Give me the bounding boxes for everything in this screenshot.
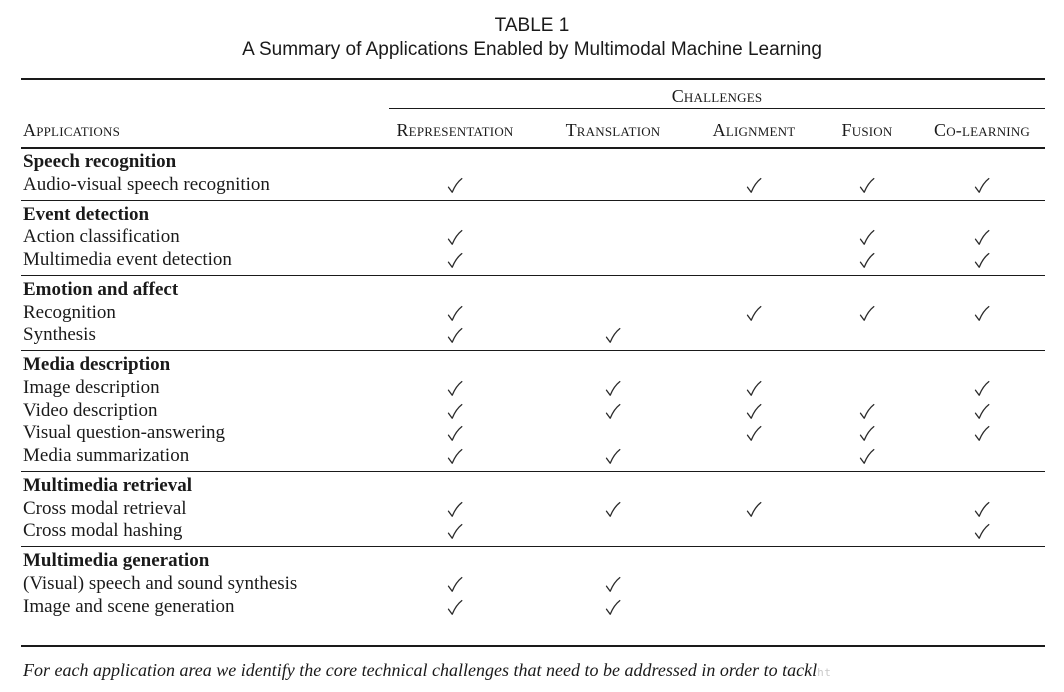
checkmark-icon — [744, 500, 764, 520]
column-header-fusion: Fusion — [841, 120, 893, 140]
checkmark-icon — [744, 424, 764, 444]
top-rule — [21, 78, 1045, 80]
checkmark-icon — [857, 447, 877, 467]
application-row-label: Image and scene generation — [23, 595, 235, 617]
checkmark-icon — [972, 379, 992, 399]
application-row-label: Cross modal hashing — [23, 520, 183, 542]
checkmark-icon — [445, 598, 465, 618]
group-divider — [21, 546, 1045, 547]
checkmark-icon — [445, 424, 465, 444]
checkmark-icon — [603, 447, 623, 467]
checkmark-icon — [445, 304, 465, 324]
group-title: Multimedia retrieval — [23, 474, 193, 496]
bottom-rule — [21, 645, 1045, 647]
checkmark-icon — [857, 424, 877, 444]
application-row-label: Video description — [23, 399, 158, 421]
checkmark-icon — [603, 575, 623, 595]
checkmark-icon — [857, 304, 877, 324]
column-header-co-learning: Co-learning — [933, 120, 1031, 140]
group-title: Media description — [23, 354, 171, 375]
application-row-label: Image description — [23, 376, 160, 398]
checkmark-icon — [972, 228, 992, 248]
group-divider — [21, 275, 1045, 276]
checkmark-icon — [445, 326, 465, 346]
checkmark-icon — [445, 176, 465, 196]
column-header-representation: Representation — [396, 120, 514, 140]
checkmark-icon — [857, 176, 877, 196]
column-header-alignment: Alignment — [712, 120, 796, 140]
challenges-underline — [389, 108, 1045, 109]
application-row-label: Recognition — [23, 301, 116, 323]
group-title: Multimedia generation — [23, 550, 210, 571]
footnote-overlay: ht — [817, 666, 832, 679]
application-row-label: Visual question-answering — [23, 422, 226, 444]
checkmark-icon — [972, 402, 992, 422]
checkmark-icon — [972, 500, 992, 520]
group-title: Speech recognition — [23, 151, 177, 172]
application-row-label: Synthesis — [23, 324, 96, 346]
application-row-label: (Visual) speech and sound synthesis — [23, 572, 298, 594]
application-row-label: Action classification — [23, 226, 180, 248]
checkmark-icon — [603, 402, 623, 422]
checkmark-icon — [857, 228, 877, 248]
checkmark-icon — [603, 500, 623, 520]
checkmark-icon — [445, 575, 465, 595]
checkmark-icon — [445, 228, 465, 248]
checkmark-icon — [972, 424, 992, 444]
checkmark-icon — [603, 598, 623, 618]
table-caption-number: TABLE 1 — [494, 15, 570, 36]
checkmark-icon — [744, 379, 764, 399]
checkmark-icon — [445, 522, 465, 542]
checkmark-icon — [972, 176, 992, 196]
checkmark-icon — [972, 522, 992, 542]
application-row-label: Audio-visual speech recognition — [23, 173, 270, 195]
checkmark-icon — [445, 500, 465, 520]
checkmark-icon — [857, 402, 877, 422]
checkmark-icon — [445, 251, 465, 271]
checkmark-icon — [744, 176, 764, 196]
table-caption-title: A Summary of Applications Enabled by Multimodal Machine Learning — [242, 39, 822, 60]
checkmark-icon — [744, 402, 764, 422]
checkmark-icon — [972, 304, 992, 324]
group-divider — [21, 471, 1045, 472]
application-row-label: Media summarization — [23, 445, 190, 466]
application-row-label: Multimedia event detection — [23, 249, 232, 270]
header-rule — [21, 147, 1045, 149]
checkmark-icon — [603, 379, 623, 399]
checkmark-icon — [445, 379, 465, 399]
checkmark-icon — [857, 251, 877, 271]
challenges-header: Challenges — [671, 86, 763, 106]
group-title: Emotion and affect — [23, 278, 179, 300]
group-divider — [21, 350, 1045, 351]
checkmark-icon — [603, 326, 623, 346]
applications-header: Applications — [23, 120, 121, 140]
checkmark-icon — [744, 304, 764, 324]
checkmark-icon — [445, 402, 465, 422]
checkmark-icon — [972, 251, 992, 271]
group-divider — [21, 200, 1045, 201]
checkmark-icon — [445, 447, 465, 467]
group-title: Event detection — [23, 203, 150, 225]
footnote-text: For each application area we identify the core technical challenges that need to be addressed in order to tackl — [23, 660, 818, 680]
table-footnote — [23, 659, 831, 684]
application-row-label: Cross modal retrieval — [23, 497, 187, 519]
column-header-translation: Translation — [565, 120, 661, 140]
